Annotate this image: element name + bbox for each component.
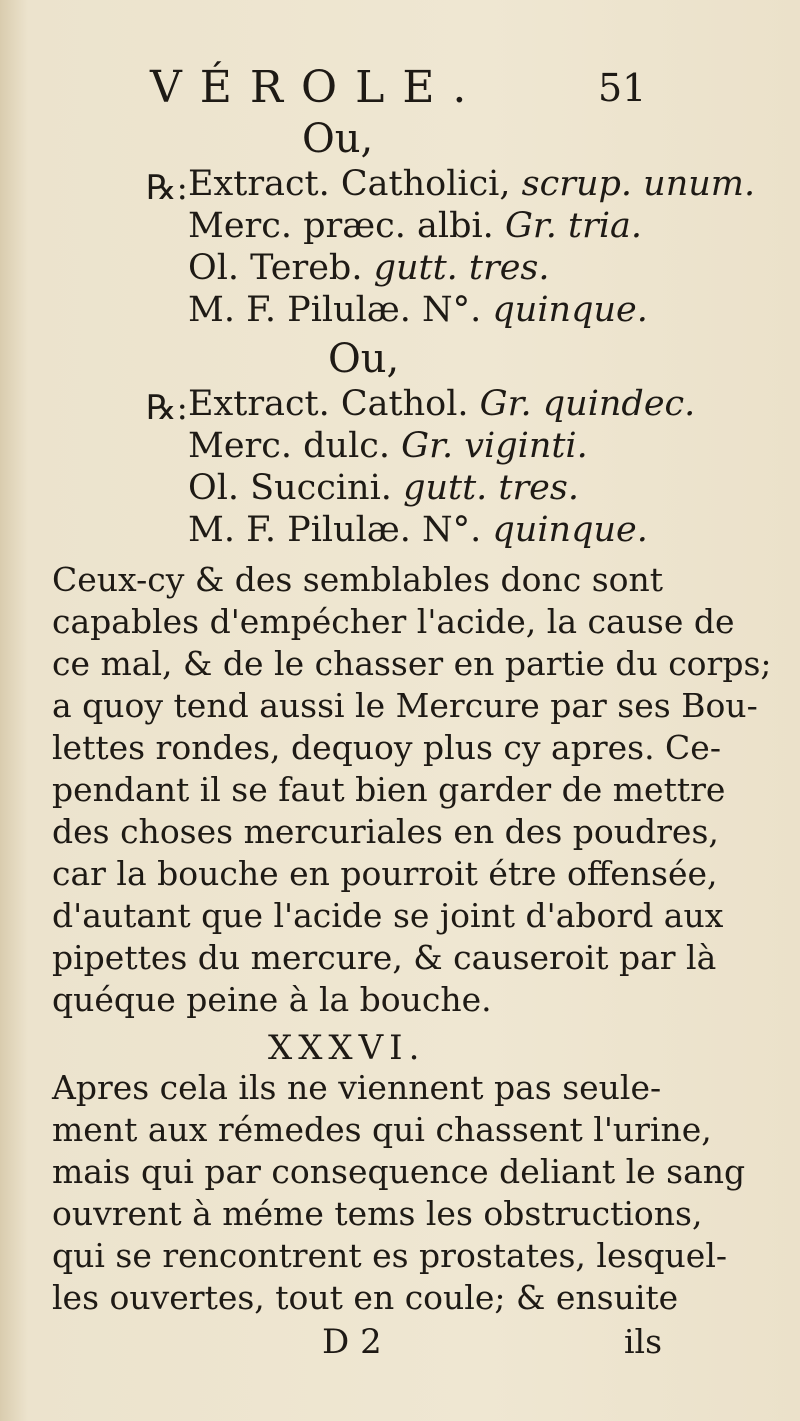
or-label: Ou, <box>302 116 374 162</box>
recipe-line: Ol. Tereb. gutt. tres. <box>188 248 550 288</box>
text-line: ment aux rémedes qui chassent l'urine, <box>52 1110 712 1149</box>
running-head: VÉROLE. <box>150 62 485 113</box>
recipe-symbol: ℞: <box>146 168 188 208</box>
text-line: qui se rencontrent es prostates, lesquel- <box>52 1236 728 1275</box>
recipe-line: Merc. dulc. Gr. viginti. <box>188 426 588 466</box>
text-line: les ouvertes, tout en coule; & ensuite <box>52 1278 679 1317</box>
text-line: mais qui par consequence deliant le sang <box>52 1152 746 1191</box>
text-line: pipettes du mercure, & causeroit par là <box>52 938 717 977</box>
text-line: ouvrent à méme tems les obstructions, <box>52 1194 703 1233</box>
page-number: 51 <box>598 66 647 110</box>
or-label: Ou, <box>328 336 400 382</box>
text-line: quéque peine à la bouche. <box>52 980 492 1019</box>
text-line: Apres cela ils ne viennent pas seule- <box>52 1068 662 1107</box>
recipe-symbol: ℞: <box>146 388 188 428</box>
recipe-line: Ol. Succini. gutt. tres. <box>188 468 579 508</box>
recipe-line: M. F. Pilulæ. N°. quinque. <box>188 510 648 550</box>
text-line: pendant il se faut bien garder de mettre <box>52 770 726 809</box>
recipe-line: M. F. Pilulæ. N°. quinque. <box>188 290 648 330</box>
recipe-line: Merc. præc. albi. Gr. tria. <box>188 206 643 246</box>
text-line: ce mal, & de le chasser en partie du corps; <box>52 644 772 683</box>
text-line: lettes rondes, dequoy plus cy apres. Ce- <box>52 728 721 767</box>
catchword: ils <box>624 1322 663 1361</box>
section-number: XXXVI. <box>268 1028 426 1068</box>
text-line: d'autant que l'acide se joint d'abord aux <box>52 896 724 935</box>
recipe-line: Extract. Cathol. Gr. quindec. <box>188 384 696 424</box>
text-line: capables d'empécher l'acide, la cause de <box>52 602 735 641</box>
recipe-line: Extract. Catholici, scrup. unum. <box>188 164 756 204</box>
text-line: car la bouche en pourroit étre offensée, <box>52 854 718 893</box>
signature-mark: D 2 <box>322 1322 382 1362</box>
text-line: Ceux-cy & des semblables donc sont <box>52 560 664 599</box>
text-line: des choses mercuriales en des poudres, <box>52 812 719 851</box>
text-line: a quoy tend aussi le Mercure par ses Bou- <box>52 686 758 725</box>
